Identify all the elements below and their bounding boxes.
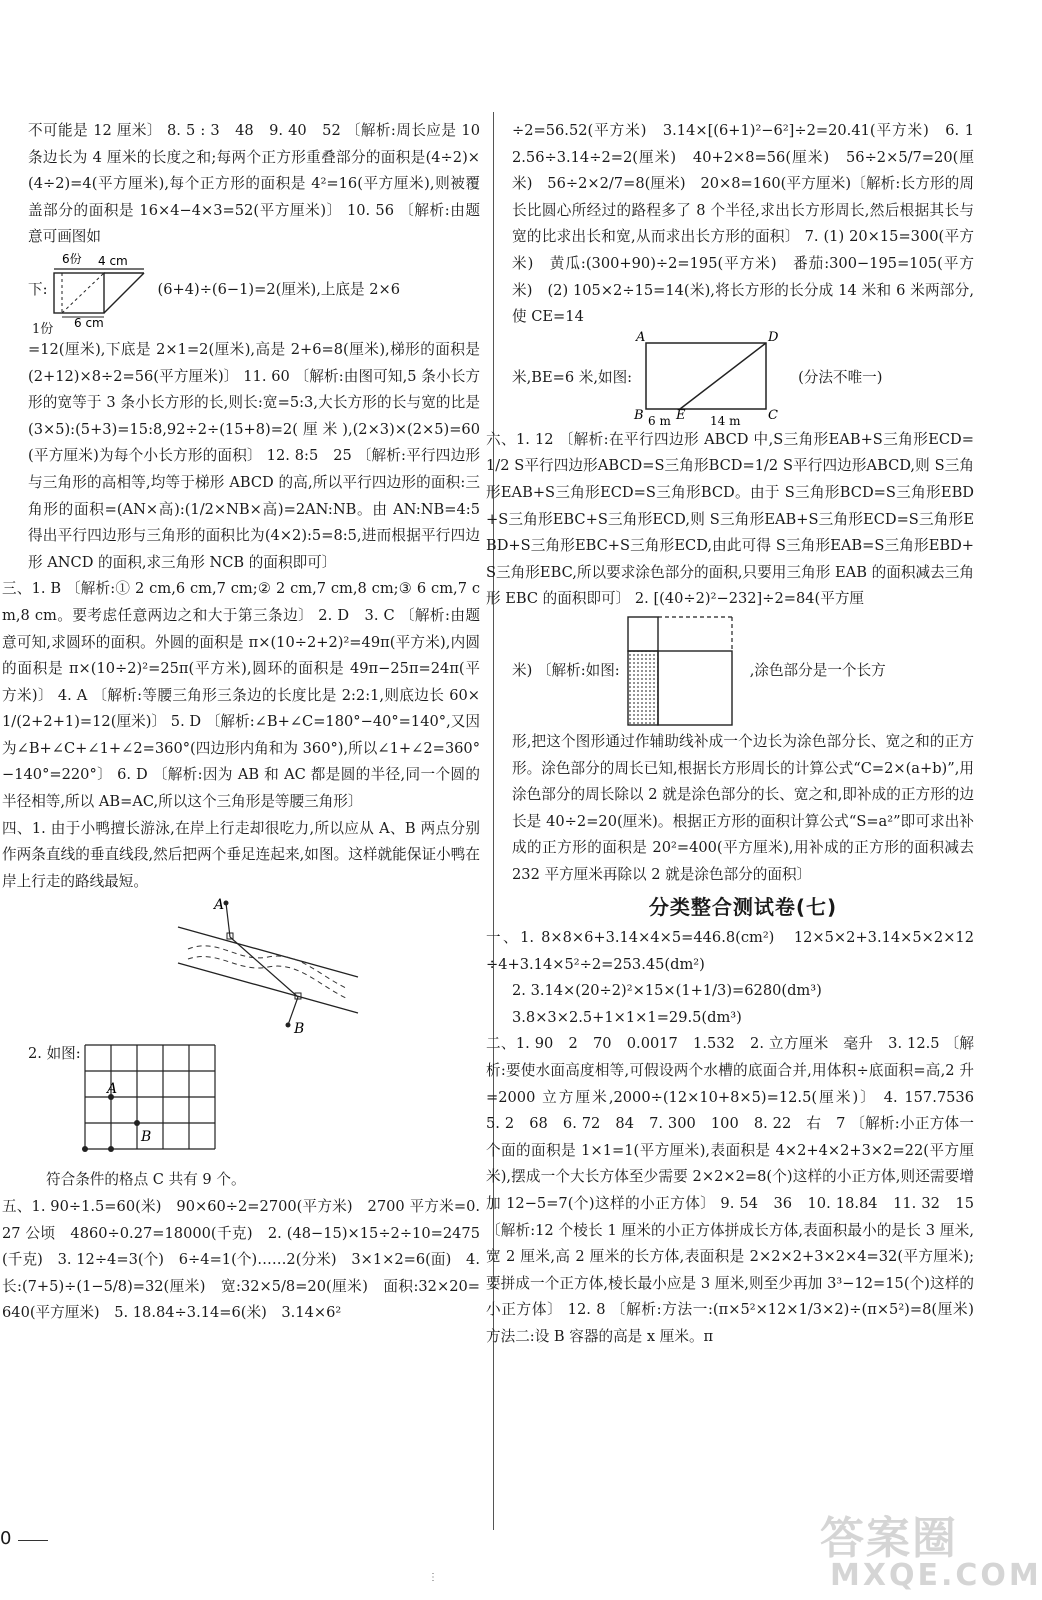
right-paragraph-2: 形,把这个图形通过作辅助线补成一个边长为涂色部分长、宽之和的正方形。涂色部分的周长已知,根据长方形周长的计算公式“C=2×(a+b)”,用涂色部分的周长除以 2 就是涂色部分的长、宽之和,即补成的正方形的边长是 40÷2=20(厘米)。根据正方形的面积计算公式“S=a²”即可求出补成的正方形的面积是 20²=400(平方厘米),用补成的正方形的面积减去 232 平方厘米再除以 2 就是涂色部分的面积〕 bbox=[512, 732, 974, 883]
rect-label-a: A bbox=[636, 329, 646, 345]
grid-prefix: 2. 如图: bbox=[28, 1045, 81, 1063]
right-paragraph-1: ÷2=56.52(平方米) 3.14×[(6+1)²−6²]÷2=20.41(平方米) 6. 12.56÷3.14÷2=2(厘米) 40+2×8=56(厘米) 56÷2×5/7=20(厘米) 56÷2×2/7=8(厘米) 20×8=160(平方厘米)〔解析:长方形的周长比圆心所经过的路程多了 8 个半径,求出长方形周长,然后根据其长与宽的比求出长和宽,从而求出长方形的面积〕 7. (1) 20×15=300(平方米) 黄瓜:(300+90)÷2=195(平方米) 番茄:300−195=105(平方米) (2) 105×2÷15=14(米),将长方形的长分成 14 米和 6 米两部分,使 CE=14 bbox=[512, 122, 974, 326]
duck-label-b: B bbox=[294, 1021, 305, 1038]
rect-note: (分法不唯一) bbox=[798, 369, 883, 387]
page-number: 0 bbox=[0, 1528, 12, 1549]
fig1-label-top: 6份 bbox=[61, 251, 82, 266]
rect-label-be: 6 m bbox=[648, 413, 671, 428]
test-part-1-q2: 2. 3.14×(20÷2)²×15×(1+1/3)=6280(dm³) bbox=[512, 982, 822, 1000]
section-6: 六、1. 12 〔解析:在平行四边形 ABCD 中,S三角形EAB+S三角形ECD=1/2 S平行四边形ABCD=S三角形BCD=1/2 S平行四边形ABCD,则 S三角形EAB+S三角形ECD=S三角形BCD。由于 S三角形BCD=S三角形EBD+S三角形EBC+S三角形ECD,则 S三角形EAB+S三角形ECD=S三角形EBD+S三角形EBC+S三角形ECD,由此可得 S三角形EAB=S三角形EBD+S三角形EBC,所以要求涂色部分的面积,只要用三角形 EAB 的面积减去三角形 EBC 的面积即可〕 2. [(40÷2)²−232]÷2=84(平方厘 bbox=[486, 430, 974, 608]
trapezoid-figure-row bbox=[28, 251, 480, 329]
right-column bbox=[486, 118, 989, 1351]
duck-label-a: A bbox=[214, 897, 225, 914]
rect-label-ec: 14 m bbox=[710, 413, 741, 428]
rect-label-d: D bbox=[768, 329, 779, 345]
fig1-prefix: 下: bbox=[28, 280, 48, 298]
test-part-1-q3: 3.8×3×2.5+1×1×1=29.5(dm³) bbox=[512, 1008, 742, 1026]
left-paragraph-1: 不可能是 12 厘米〕 8. 5 : 3 48 9. 40 52 〔解析:周长应是 10 条边长为 4 厘米的长度之和;每两个正方形重叠部分的面积是(4÷2)×(4÷2)=4(平方厘米),每个正方形的面积是 4²=16(平方厘米),则被覆盖部分的面积是 16×4−4×3=52(平方厘米)〕 10. 56 〔解析:由题意可画图如 bbox=[28, 122, 480, 246]
duck-path-figure bbox=[168, 897, 480, 1037]
rect-figure-row bbox=[512, 331, 974, 427]
fig1-label-topright: 4 cm bbox=[97, 253, 128, 268]
trapezoid-figure bbox=[48, 251, 158, 329]
left-column bbox=[2, 118, 480, 1327]
test-title: 分类整合测试卷(七) bbox=[648, 895, 838, 920]
page-number-rule bbox=[18, 1540, 48, 1541]
grid-figure bbox=[81, 1041, 221, 1167]
section-5: 五、1. 90÷1.5=60(米) 90×60÷2=2700(平方米) 2700 平方米=0.27 公顷 4860÷0.27=18000(千克) 2. (48−15)×15÷2÷10=2475(千克) 3. 12÷4=3(个) 6÷4=1(个)……2(分米) 3×1×2=6(面) 4. 长:(7+5)÷(1−5/8)=32(厘米) 宽:32×5/8=20(厘米) 面积:32×20=640(平方厘米) 5. 18.84÷3.14=6(米) 3.14×6² bbox=[2, 1198, 480, 1322]
fig1-corner-label: 1份 bbox=[32, 321, 54, 337]
rect-figure bbox=[632, 331, 792, 427]
watermark-logo bbox=[800, 1500, 1042, 1596]
watermark-line-2: MXQE.COM bbox=[830, 1558, 1042, 1593]
grid-figure-row bbox=[28, 1041, 480, 1167]
test-part-2: 二、1. 90 2 70 0.0017 1.532 2. 立方厘米 毫升 3. 12.5 〔解析:要使水面高度相等,可假设两个水槽的底面合并,用体积÷底面积=高,2 升=2000 立方厘米,2000÷(12×10+8×5)=12.5(厘米)〕 4. 157.7536 5. 2 68 6. 72 84 7. 300 100 8. 22 右 7 〔解析:小正方体一个面的面积是 1×1=1(平方厘米),表面积是 4×2+4×2+3×2=22(平方厘米),摆成一个大长方体至少需要 2×2×2=8(个)这样的小正方体,则还需要增加 12−5=7(个)这样的小正方体〕 9. 54 36 10. 18.84 11. 32 15 〔解析:12 个棱长 1 厘米的小正方体拼成长方体,表面积最小的是长 3 厘米,宽 2 厘米,高 2 厘米的长方体,表面积是 2×2×2+3×2×4=32(平方厘米);要拼成一个正方体,棱长最小应是 3 厘米,则至少再加 3³−12=15(个)这样的小正方体〕 12. 8 〔解析:方法一:(π×5²×12×1/3×2)÷(π×5²)=8(厘米) 方法二:设 B 容器的高是 x 厘米。π bbox=[486, 1035, 989, 1345]
rect-prefix: 米,BE=6 米,如图: bbox=[512, 369, 633, 387]
square-figure bbox=[620, 613, 750, 729]
square-suffix: ,涂色部分是一个长方 bbox=[749, 661, 886, 679]
grid-label-b: B bbox=[140, 1129, 151, 1146]
rect-label-c: C bbox=[768, 407, 779, 423]
test-part-1: 一、1. 8×8×6+3.14×4×5=446.8(cm²) 12×5×2+3.14×5×2×12÷4+3.14×5²÷2=253.45(dm²) bbox=[486, 929, 974, 973]
watermark-line-1: 答案圈 bbox=[820, 1513, 958, 1564]
section-3: 三、1. B 〔解析:① 2 cm,6 cm,7 cm;② 2 cm,7 cm,8 cm;③ 6 cm,7 cm,8 cm。要考虑任意两边之和大于第三条边〕 2. D 3. C 〔解析:由题意可知,求圆环的面积。外圆的面积是 π×(10÷2+2)²=49π(平方米),内圆的面积是 π×(10÷2)²=25π(平方米),圆环的面积是 49π−25π=24π(平方米)〕 4. A 〔解析:等腰三角形三条边的长度比是 2:2:1,则底边长 60×1/(2+2+1)=12(厘米)〕 5. D 〔解析:∠B+∠C=180°−40°=140°,又因为∠B+∠C+∠1+∠2=360°(四边形内角和为 360°),所以∠1+∠2=360°−140°=220°〕 6. D 〔解析:因为 AB 和 AC 都是圆的半径,同一个圆的半径相等,所以 AB=AC,所以这个三角形是等腰三角形〕 bbox=[2, 580, 480, 811]
square-figure-row bbox=[512, 613, 974, 729]
footer-mark: ⋮ bbox=[428, 1572, 438, 1583]
square-prefix: 米) 〔解析:如图: bbox=[512, 661, 620, 679]
section-4: 四、1. 由于小鸭擅长游泳,在岸上行走却很吃力,所以应从 A、B 两点分别作两条直线的垂直线段,然后把两个垂足连起来,如图。这样就能保证小鸭在岸上行走的路线最短。 bbox=[2, 819, 480, 890]
rect-label-b: B bbox=[634, 407, 644, 423]
left-paragraph-2: =12(厘米),下底是 2×1=2(厘米),高是 2+6=8(厘米),梯形的面积是(2+12)×8÷2=56(平方厘米)〕 11. 60 〔解析:由图可知,5 条小长方形的宽等于 3 条小长方形的长,则长:宽=5:3,大长方形的长与宽的比是(3×5):(5+3)=15:8,92÷2÷(15+8)=2(厘米),(2×3)×(2×5)=60(平方厘米)为每个小长方形的面积〕 12. 8:5 25 〔解析:平行四边形与三角形的高相等,均等于梯形 ABCD 的高,所以平行四边形的面积:三角形的面积=(AN×高):(1/2×NB×高)=2AN:NB。由 AN:NB=4:5 得出平行四边形与三角形的面积比为(4×2):5=8:5,进而根据平行四边形 ANCD 的面积,求三角形 NCB 的面积即可〕 bbox=[28, 340, 480, 571]
rect-label-e: E bbox=[676, 407, 686, 423]
fig1-suffix: (6+4)÷(6−1)=2(厘米),上底是 2×6 bbox=[157, 280, 401, 298]
grid-answer: 符合条件的格点 C 共有 9 个。 bbox=[46, 1171, 246, 1189]
grid-label-a: A bbox=[106, 1081, 117, 1098]
fig1-label-bottom: 6 cm bbox=[73, 315, 104, 330]
